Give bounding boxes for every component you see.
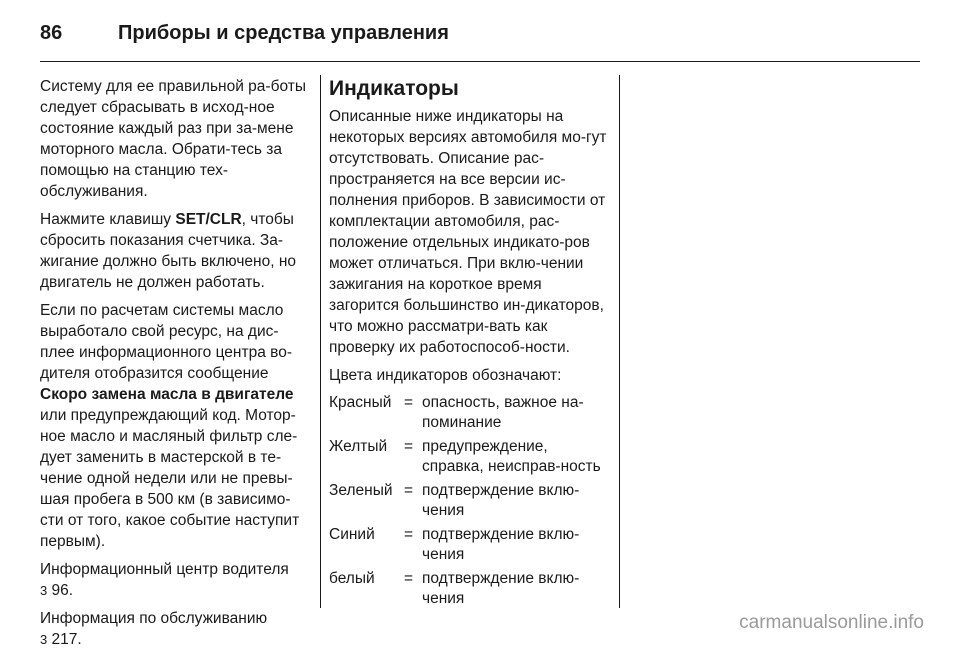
column-divider bbox=[619, 75, 620, 608]
color-name: Зеленый bbox=[329, 482, 393, 499]
reference-arrow-icon: 3 bbox=[40, 583, 48, 598]
color-meaning: подтверждение вклю-чения bbox=[422, 526, 580, 563]
paragraph-reset-instructions: Нажмите клавишу SET/CLR, чтобы сбросить показания счетчика. За-жигание должно быть включено, но двигатель не должен работать. bbox=[40, 211, 297, 291]
equals-sign: = bbox=[404, 570, 414, 587]
header-divider bbox=[40, 61, 920, 62]
equals-sign: = bbox=[404, 394, 414, 411]
page-header bbox=[40, 14, 920, 64]
section-heading: Индикаторы bbox=[329, 77, 459, 100]
column-divider bbox=[320, 75, 321, 608]
page-number: 86 bbox=[40, 22, 63, 44]
color-name: Синий bbox=[329, 526, 375, 543]
color-meaning: подтверждение вклю-чения bbox=[422, 570, 580, 607]
paragraph-reset-info: Систему для ее правильной ра-боты следует сбрасывать в исход-ное состояние каждый раз при за-мене моторного масла. Обрати-тесь за помощью на станцию тех-обслуживания. bbox=[40, 78, 306, 200]
paragraph-colors-intro: Цвета индикаторов обозначают: bbox=[329, 367, 562, 384]
legend-row bbox=[329, 569, 607, 613]
display-message: Скоро замена масла в двигателе bbox=[40, 386, 294, 403]
color-meaning: подтверждение вклю-чения bbox=[422, 482, 580, 519]
paragraph-oil-message: Если по расчетам системы масло выработало свой ресурс, на дис-плее информационного центра во-дителя отобразится сообщение Скоро замена масла в двигателе или предупреждающий код. Мотор-ное масло и масляный фильтр сле-дует заменить в мастерской в те-чение одной недели или не превы-шая пробега в 500 км (в зависимо-сти от того, какое событие наступит первым). bbox=[40, 302, 300, 550]
legend-row bbox=[329, 525, 607, 569]
color-legend bbox=[329, 393, 607, 613]
left-column bbox=[40, 76, 312, 657]
right-column bbox=[329, 76, 607, 613]
page-title: Приборы и средства управления bbox=[118, 22, 449, 44]
legend-row bbox=[329, 393, 607, 437]
color-meaning: предупреждение, справка, неисправ-ность bbox=[422, 438, 601, 475]
equals-sign: = bbox=[404, 526, 414, 543]
color-name: Желтый bbox=[329, 438, 388, 455]
color-meaning: опасность, важное на-поминание bbox=[422, 394, 584, 431]
equals-sign: = bbox=[404, 482, 414, 499]
paragraph-indicators-intro: Описанные ниже индикаторы на некоторых версиях автомобиля мо-гут отсутствовать. Описание рас-пространяется на все версии ис-полнения приборов. В зависимости от комплектации автомобиля, рас-положение отдельных индикато-ров может отличаться. При вклю-чении зажигания на короткое время загорится большинство ин-дикаторов, что можно рассматри-вать как проверку их работоспособ-ности. bbox=[329, 108, 607, 356]
reference-arrow-icon: 3 bbox=[40, 632, 48, 647]
cross-reference-service-info: Информация по обслуживанию 3 217. bbox=[40, 610, 268, 648]
color-name: белый bbox=[329, 570, 375, 587]
legend-row bbox=[329, 437, 607, 481]
key-name: SET/CLR bbox=[175, 211, 242, 228]
equals-sign: = bbox=[404, 438, 414, 455]
watermark: carmanualsonline.info bbox=[739, 612, 924, 633]
legend-row bbox=[329, 481, 607, 525]
cross-reference-driver-info: Информационный центр водителя 3 96. bbox=[40, 561, 289, 599]
color-name: Красный bbox=[329, 394, 392, 411]
